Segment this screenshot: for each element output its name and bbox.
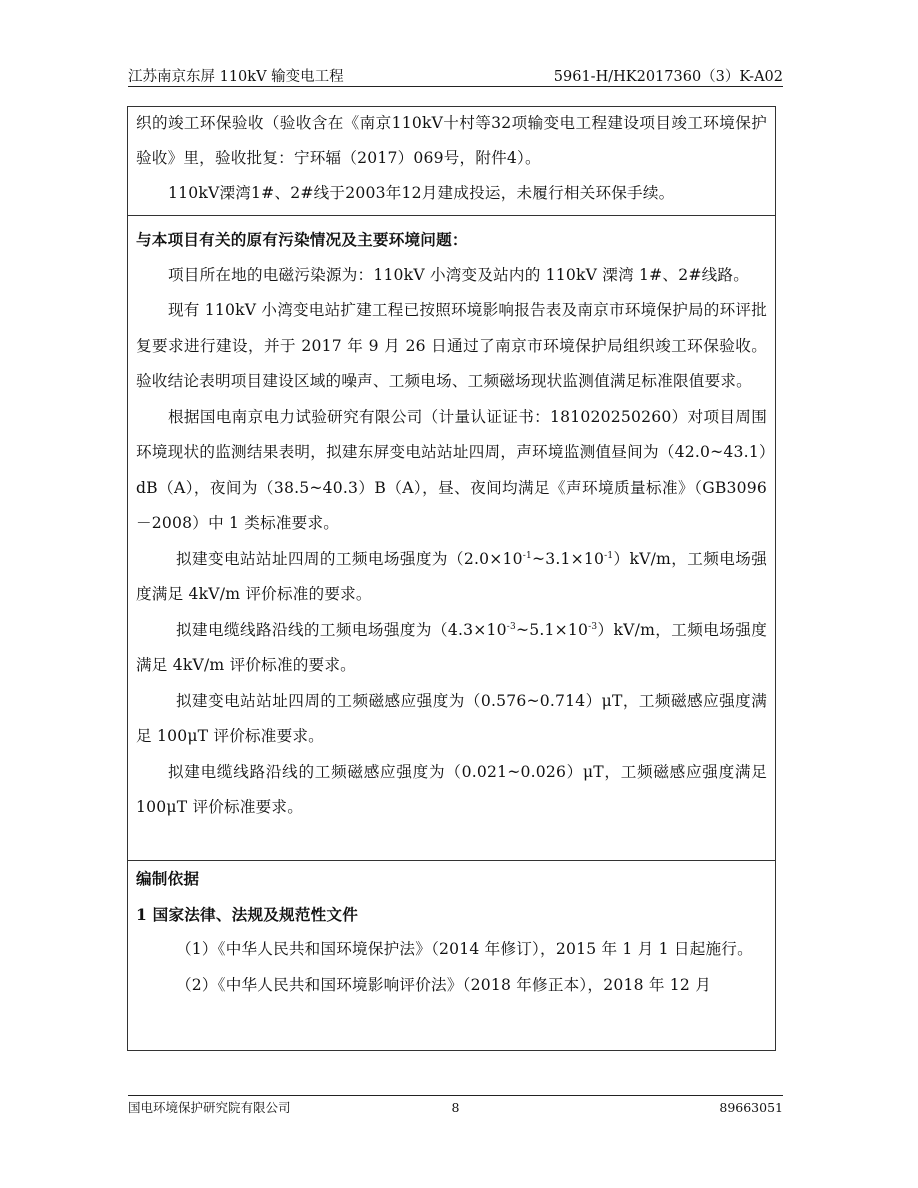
cable-field-text-a: 拟建电缆线路沿线的工频电场强度为（4.3×10	[176, 620, 507, 639]
header-project-title: 江苏南京东屏 110kV 输变电工程	[128, 69, 344, 85]
page-footer	[128, 1098, 783, 1116]
history-paragraph-2: 110kV溧湾1#、2#线于2003年12月建成投运，未履行相关环保手续。	[168, 184, 675, 202]
electric-field-text-a: 拟建变电站站址四周的工频电场强度为（2.0×10	[176, 549, 523, 568]
electric-field-exponent-1: -1	[522, 550, 532, 561]
electric-field-text-b: ~3.1×10	[531, 549, 605, 568]
pollution-paragraph-5	[136, 613, 767, 684]
pollution-paragraph-7: 拟建电缆线路沿线的工频磁感应强度为（0.021~0.026）μT，工频磁感应强度满足 100μT 评价标准要求。	[136, 762, 767, 816]
header-document-code: 5961-H/HK2017360（3）K-A02	[553, 69, 783, 85]
electric-field-text-c: ）kV/m，工频电场强度满足 4kV/m 评价标准的要求。	[136, 549, 767, 603]
pollution-paragraph-6: 拟建变电站站址四周的工频磁感应强度为（0.576~0.714）μT，工频磁感应强度满足 100μT 评价标准要求。	[136, 691, 767, 745]
cable-field-exponent-1: -3	[506, 621, 516, 632]
law-item-2: （2）《中华人民共和国环境影响评价法》（2018 年修正本），2018 年 12 月	[176, 975, 711, 994]
pollution-paragraph-2: 现有 110kV 小湾变电站扩建工程已按照环境影响报告表及南京市环境保护局的环评批复要求进行建设，并于 2017 年 9 月 26 日通过了南京市环境保护局组织竣工环保验收。验收结论表明项目建设区域的噪声、工频电场、工频磁场现状监测值满足标准限值要求。	[136, 301, 767, 390]
section-title-existing-pollution: 与本项目有关的原有污染情况及主要环境问题：	[136, 230, 468, 249]
content-table	[127, 106, 776, 1051]
subsection-title-laws: 1 国家法律、法规及规范性文件	[136, 904, 358, 924]
cable-field-text-c: ）kV/m，工频电场强度满足 4kV/m 评价标准的要求。	[136, 620, 767, 674]
page-number: 8	[451, 1099, 460, 1115]
footer-phone: 89663051	[719, 1099, 783, 1115]
page-header	[128, 64, 783, 86]
law-item-1: （1）《中华人民共和国环境保护法》（2014 年修订），2015 年 1 月 1 日起施行。	[176, 940, 753, 958]
footer-organization: 国电环境保护研究院有限公司	[128, 1100, 291, 1115]
history-paragraph-1: 织的竣工环保验收（验收含在《南京110kV十村等32项输变电工程建设项目竣工环境保护验收》里，验收批复：宁环辐（2017）069号，附件4）。	[136, 114, 767, 167]
section-history	[128, 107, 775, 215]
pollution-paragraph-1: 项目所在地的电磁污染源为：110kV 小湾变及站内的 110kV 溧湾 1#、2#线路。	[168, 265, 749, 284]
section-existing-pollution	[128, 215, 775, 860]
pollution-paragraph-3: 根据国电南京电力试验研究有限公司（计量认证证书：181020250260）对项目周围环境现状的监测结果表明，拟建东屏变电站站址四周，声环境监测值昼间为（42.0~43.1）dB（A），夜间为（38.5~40.3）B（A），昼、夜间均满足《声环境质量标准》（GB3096－2008）中 1 类标准要求。	[136, 407, 767, 532]
electric-field-exponent-2: -1	[604, 550, 614, 561]
cable-field-exponent-2: -3	[588, 621, 598, 632]
pollution-paragraph-4	[136, 542, 767, 613]
cable-field-text-b: ~5.1×10	[515, 620, 589, 639]
section-compilation-basis	[128, 860, 775, 1050]
footer-rule	[128, 1095, 783, 1096]
header-rule	[128, 86, 783, 87]
section-title-compilation-basis: 编制依据	[136, 869, 200, 888]
